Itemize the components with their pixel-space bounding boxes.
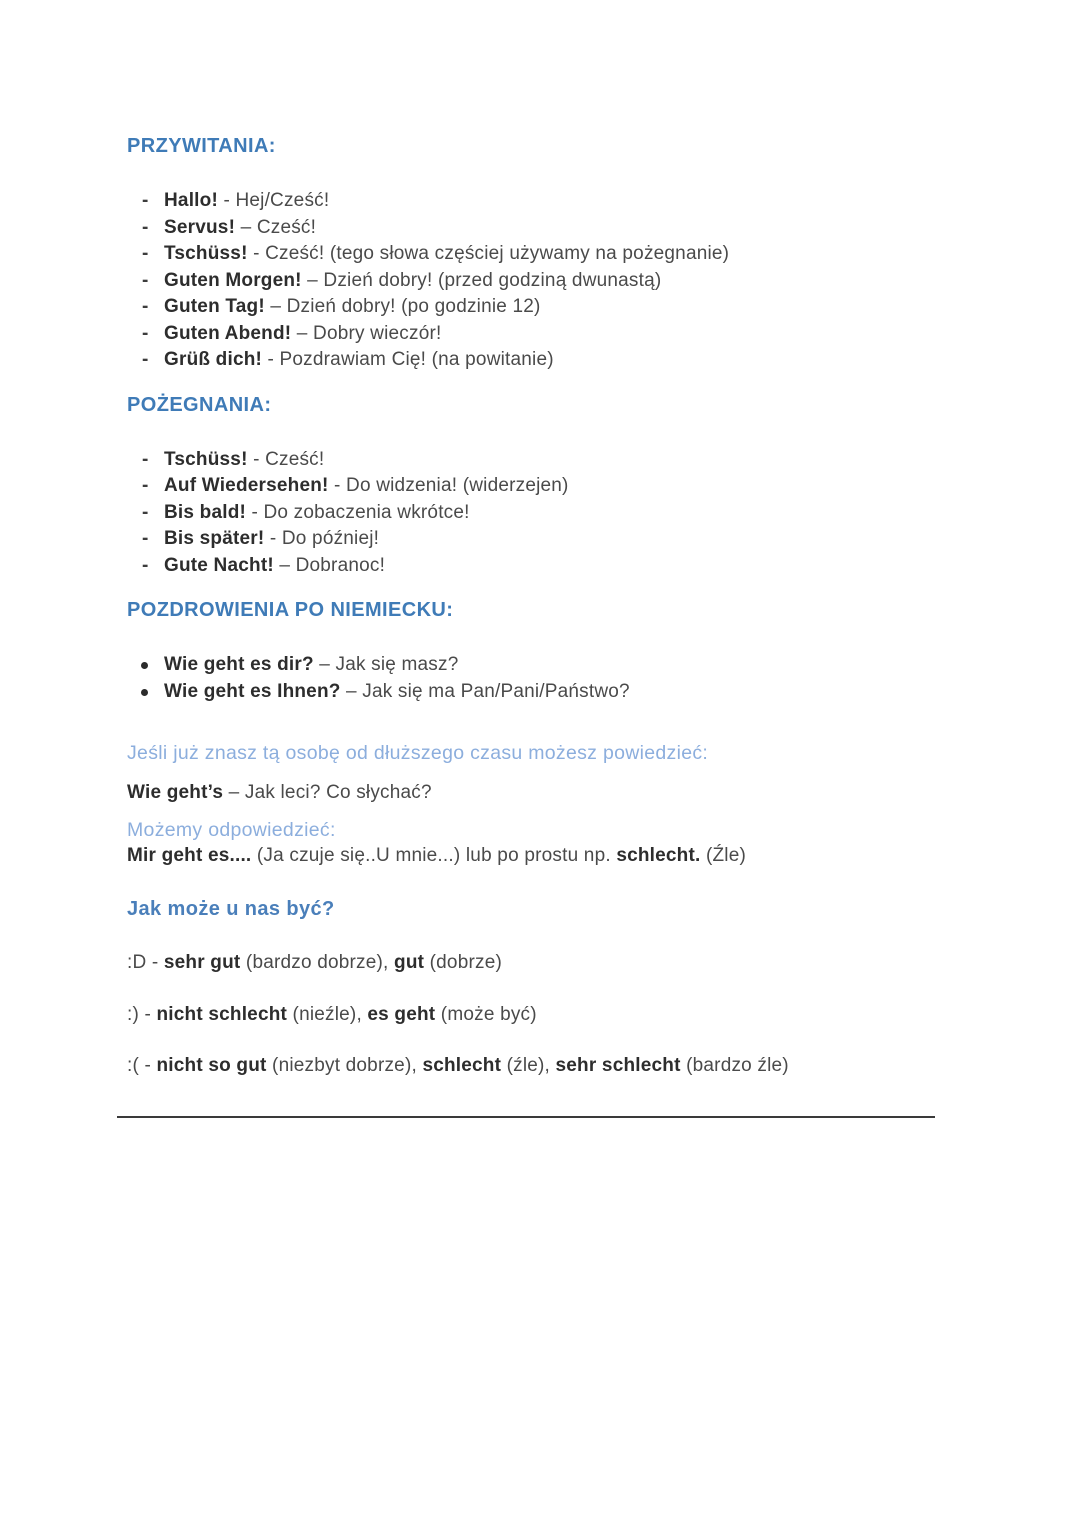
german-phrase: Tschüss!	[164, 448, 248, 470]
polish-translation: – Dobry wieczór!	[291, 322, 442, 344]
list-item	[127, 526, 1000, 553]
polish-translation: – Dzień dobry! (przed godziną dwunastą)	[301, 269, 662, 291]
german-phrase: Tschüss!	[164, 243, 248, 264]
polish-translation: - Do później!	[264, 528, 380, 549]
greetings-list	[127, 188, 1000, 374]
list-item	[127, 447, 1000, 474]
bold-text-segment: nicht schlecht	[156, 1003, 288, 1025]
text-segment: :D -	[127, 952, 164, 973]
list-item	[127, 553, 1000, 580]
farewells-list	[127, 447, 1000, 580]
polish-translation: – Cześć!	[235, 216, 317, 238]
section-heading-przywitania: PRZYWITANIA:	[127, 135, 276, 157]
mir-geht-line	[127, 843, 1000, 870]
text-segment: :) -	[127, 1003, 157, 1025]
text-segment: :( -	[127, 1055, 157, 1076]
list-item	[127, 294, 1000, 321]
bold-text-segment: schlecht	[422, 1055, 502, 1076]
text-segment: (źle),	[501, 1055, 556, 1076]
german-phrase: Gute Nacht!	[164, 554, 274, 576]
bold-text-segment: es geht	[367, 1003, 436, 1025]
german-phrase: Guten Tag!	[164, 296, 265, 317]
bold-text-segment: gut	[394, 952, 425, 973]
list-item	[127, 652, 1000, 679]
german-phrase: Grüß dich!	[164, 349, 263, 370]
text-segment: (dobrze)	[424, 952, 502, 973]
mood-heading: Jak może u nas być?	[127, 898, 335, 920]
section-heading-pozdrowienia: POZDROWIENIA PO NIEMIECKU:	[127, 599, 454, 621]
text-segment: (nieźle),	[287, 1003, 368, 1025]
german-greetings-list	[127, 652, 1000, 705]
list-item	[127, 188, 1000, 215]
answer-intro-line: Możemy odpowiedzieć:	[127, 818, 336, 841]
german-phrase: Guten Abend!	[164, 322, 292, 344]
text-segment: (Ja czuje się..U mnie...) lub po prostu np.	[251, 844, 617, 866]
polish-translation: - Hej/Cześć!	[217, 190, 330, 211]
bold-text-segment: sehr gut	[163, 952, 241, 973]
list-item	[127, 679, 1000, 706]
german-phrase: Hallo!	[164, 190, 218, 211]
text-segment: (Źle)	[700, 844, 747, 866]
polish-translation: - Cześć!	[247, 448, 325, 470]
german-phrase: Servus!	[164, 216, 236, 238]
polish-translation: – Jak się masz?	[313, 654, 459, 675]
bold-text-segment: schlecht.	[616, 844, 701, 866]
mood-line-bad	[127, 1053, 1000, 1080]
list-item	[127, 268, 1000, 295]
list-item	[127, 321, 1000, 348]
german-phrase: Bis bald!	[164, 501, 247, 523]
intro-note-line: Jeśli już znasz tą osobę od dłuższego czasu możesz powiedzieć:	[127, 742, 709, 764]
list-item	[127, 215, 1000, 242]
text-segment: (bardzo źle)	[680, 1055, 789, 1076]
list-item	[127, 500, 1000, 527]
text-segment: (niezbyt dobrze),	[266, 1055, 423, 1076]
polish-translation: – Dobranoc!	[273, 554, 386, 576]
text-segment: (może być)	[435, 1003, 537, 1025]
german-phrase: Guten Morgen!	[164, 269, 302, 291]
list-item	[127, 473, 1000, 500]
german-phrase: Bis später!	[164, 528, 265, 549]
polish-translation: - Do widzenia! (widerzejen)	[328, 475, 569, 496]
divider-line	[117, 1116, 935, 1118]
answer-block	[127, 817, 1000, 870]
text-segment: – Jak leci? Co słychać?	[223, 782, 432, 803]
bold-text-segment: Wie geht’s	[127, 782, 224, 803]
polish-translation: - Pozdrawiam Cię! (na powitanie)	[262, 349, 554, 370]
polish-translation: – Dzień dobry! (po godzinie 12)	[264, 296, 541, 317]
german-phrase: Auf Wiedersehen!	[164, 475, 329, 496]
mood-line-ok	[127, 1002, 1000, 1029]
text-segment: (bardzo dobrze),	[240, 952, 395, 973]
german-phrase: Wie geht es dir?	[164, 654, 314, 675]
polish-translation: - Cześć! (tego słowa częściej używamy na pożegnanie)	[247, 243, 730, 264]
list-item	[127, 347, 1000, 374]
bold-text-segment: Mir geht es....	[127, 844, 252, 866]
polish-translation: – Jak się ma Pan/Pani/Państwo?	[340, 680, 630, 702]
wie-gehts-line	[127, 780, 1000, 807]
bold-text-segment: sehr schlecht	[555, 1055, 681, 1076]
german-phrase: Wie geht es Ihnen?	[164, 680, 341, 702]
section-heading-pozegnania: POŻEGNANIA:	[127, 393, 272, 416]
polish-translation: - Do zobaczenia wkrótce!	[246, 501, 470, 523]
mood-line-very-good	[127, 950, 1000, 977]
bold-text-segment: nicht so gut	[156, 1055, 267, 1076]
list-item	[127, 241, 1000, 268]
